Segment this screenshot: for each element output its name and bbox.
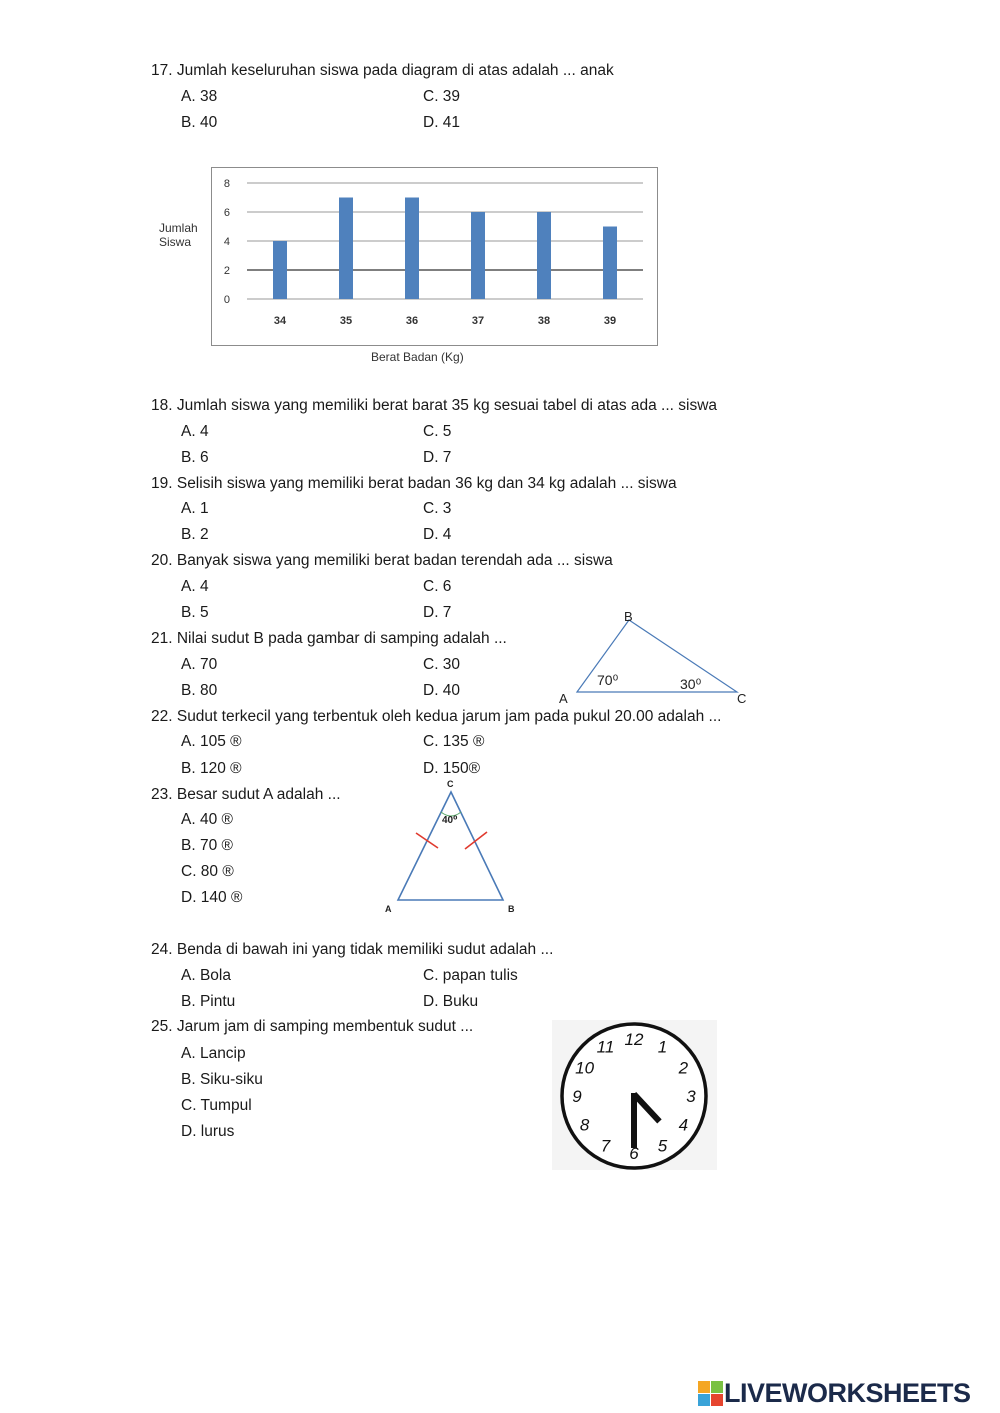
chart-xtick-label: 38 bbox=[537, 315, 551, 327]
q18-option-c[interactable]: C. 5 bbox=[423, 423, 452, 440]
q18-option-d[interactable]: D. 7 bbox=[423, 449, 452, 466]
triangle1-label-b: B bbox=[624, 609, 633, 624]
q20-option-d[interactable]: D. 7 bbox=[423, 604, 452, 621]
triangle1-label-c: C bbox=[737, 691, 747, 706]
q19-option-d[interactable]: D. 4 bbox=[423, 526, 452, 543]
clock-number: 3 bbox=[686, 1087, 696, 1106]
clock-number: 1 bbox=[657, 1037, 668, 1057]
question-24: 24. Benda di bawah ini yang tidak memiliki sudut adalah ... bbox=[151, 941, 554, 958]
chart-bar bbox=[471, 212, 485, 299]
bar-chart-svg bbox=[212, 168, 657, 345]
clock-number: 10 bbox=[575, 1058, 595, 1078]
q21-option-b[interactable]: B. 80 bbox=[181, 682, 218, 699]
q25-option-b[interactable]: B. Siku-siku bbox=[181, 1071, 263, 1088]
q18-option-a[interactable]: A. 4 bbox=[181, 423, 209, 440]
triangle-abc-figure bbox=[555, 605, 755, 710]
q23-option-a[interactable]: A. 40 ® bbox=[181, 811, 233, 828]
q21-option-a[interactable]: A. 70 bbox=[181, 656, 218, 673]
chart-ylabel-1: Jumlah bbox=[159, 221, 198, 235]
question-23: 23. Besar sudut A adalah ... bbox=[151, 786, 341, 803]
chart-ytick-label: 0 bbox=[223, 294, 230, 306]
q19-option-a[interactable]: A. 1 bbox=[181, 500, 209, 517]
clock-number: 6 bbox=[629, 1144, 639, 1163]
q17-option-b[interactable]: B. 40 bbox=[181, 114, 218, 131]
question-25: 25. Jarum jam di samping membentuk sudut ... bbox=[151, 1018, 474, 1035]
q22-option-c[interactable]: C. 135 ® bbox=[423, 733, 485, 750]
chart-bar bbox=[603, 227, 617, 300]
chart-ylabel-2: Siswa bbox=[159, 235, 192, 249]
clock-figure bbox=[552, 1020, 717, 1170]
q24-option-a[interactable]: A. Bola bbox=[181, 967, 231, 984]
bar-chart bbox=[211, 167, 658, 346]
clock-number: 2 bbox=[678, 1058, 689, 1078]
question-21: 21. Nilai sudut B pada gambar di samping adalah ... bbox=[151, 630, 507, 647]
q21-option-c[interactable]: C. 30 bbox=[423, 656, 461, 673]
chart-xtick-label: 39 bbox=[603, 315, 617, 327]
q17-option-c[interactable]: C. 39 bbox=[423, 88, 461, 105]
triangle2-angle-c: 40⁰ bbox=[442, 815, 458, 826]
q23-option-b[interactable]: B. 70 ® bbox=[181, 837, 233, 854]
q19-option-c[interactable]: C. 3 bbox=[423, 500, 452, 517]
chart-ytick-label: 6 bbox=[223, 207, 230, 219]
chart-ytick-label: 8 bbox=[223, 178, 230, 190]
q25-option-c[interactable]: C. Tumpul bbox=[181, 1097, 252, 1114]
chart-ytick-label: 2 bbox=[223, 265, 230, 277]
q20-option-b[interactable]: B. 5 bbox=[181, 604, 209, 621]
q24-option-b[interactable]: B. Pintu bbox=[181, 993, 236, 1010]
q18-option-b[interactable]: B. 6 bbox=[181, 449, 209, 466]
q22-option-b[interactable]: B. 120 ® bbox=[181, 760, 242, 777]
question-18: 18. Jumlah siswa yang memiliki berat barat 35 kg sesuai tabel di atas ada ... siswa bbox=[151, 397, 718, 414]
triangle1-angle-a: 70⁰ bbox=[597, 672, 619, 688]
triangle2-label-a: A bbox=[385, 904, 392, 914]
q21-option-d[interactable]: D. 40 bbox=[423, 682, 461, 699]
clock-number: 7 bbox=[600, 1136, 611, 1156]
clock-number: 5 bbox=[657, 1136, 668, 1156]
triangle1-angle-c: 30⁰ bbox=[680, 676, 702, 692]
chart-xtick-label: 36 bbox=[405, 315, 419, 327]
q25-option-d[interactable]: D. lurus bbox=[181, 1123, 235, 1140]
q17-option-d[interactable]: D. 41 bbox=[423, 114, 461, 131]
chart-bar bbox=[405, 198, 419, 300]
tick-mark-left bbox=[416, 833, 438, 848]
chart-bar bbox=[537, 212, 551, 299]
clock-number: 4 bbox=[678, 1115, 689, 1135]
q17-option-a[interactable]: A. 38 bbox=[181, 88, 218, 105]
chart-xtick-label: 37 bbox=[471, 315, 485, 327]
chart-bar bbox=[339, 198, 353, 300]
q19-option-b[interactable]: B. 2 bbox=[181, 526, 209, 543]
chart-bar bbox=[273, 241, 287, 299]
q24-option-c[interactable]: C. papan tulis bbox=[423, 967, 518, 984]
q22-option-d[interactable]: D. 150® bbox=[423, 760, 481, 777]
chart-xtick-label: 34 bbox=[273, 315, 287, 327]
isosceles-triangle-figure bbox=[380, 775, 530, 920]
triangle2-label-c: C bbox=[447, 779, 454, 789]
tick-mark-right bbox=[465, 832, 487, 849]
clock-number: 11 bbox=[596, 1037, 615, 1057]
question-22: 22. Sudut terkecil yang terbentuk oleh kedua jarum jam pada pukul 20.00 adalah ... bbox=[151, 708, 722, 725]
logo-grid-icon bbox=[698, 1381, 724, 1407]
q23-option-c[interactable]: C. 80 ® bbox=[181, 863, 234, 880]
question-20: 20. Banyak siswa yang memiliki berat badan terendah ada ... siswa bbox=[151, 552, 613, 569]
chart-xtick-label: 35 bbox=[339, 315, 353, 327]
clock-number: 8 bbox=[579, 1115, 590, 1135]
chart-ytick-label: 4 bbox=[223, 236, 230, 248]
q20-option-a[interactable]: A. 4 bbox=[181, 578, 209, 595]
q22-option-a[interactable]: A. 105 ® bbox=[181, 733, 242, 750]
q24-option-d[interactable]: D. Buku bbox=[423, 993, 479, 1010]
liveworksheets-logo bbox=[698, 1378, 971, 1409]
question-17: 17. Jumlah keseluruhan siswa pada diagram di atas adalah ... anak bbox=[151, 62, 614, 79]
triangle1-label-a: A bbox=[559, 691, 568, 706]
q25-option-a[interactable]: A. Lancip bbox=[181, 1045, 246, 1062]
clock-number: 12 bbox=[624, 1030, 644, 1049]
isosceles-triangle-shape bbox=[398, 792, 503, 900]
triangle2-label-b: B bbox=[508, 904, 515, 914]
logo-text: LIVEWORKSHEETS bbox=[724, 1378, 971, 1408]
q23-option-d[interactable]: D. 140 ® bbox=[181, 889, 243, 906]
question-19: 19. Selisih siswa yang memiliki berat badan 36 kg dan 34 kg adalah ... siswa bbox=[151, 475, 677, 492]
clock-number: 9 bbox=[572, 1087, 582, 1106]
chart-xlabel: Berat Badan (Kg) bbox=[371, 350, 464, 364]
q20-option-c[interactable]: C. 6 bbox=[423, 578, 452, 595]
